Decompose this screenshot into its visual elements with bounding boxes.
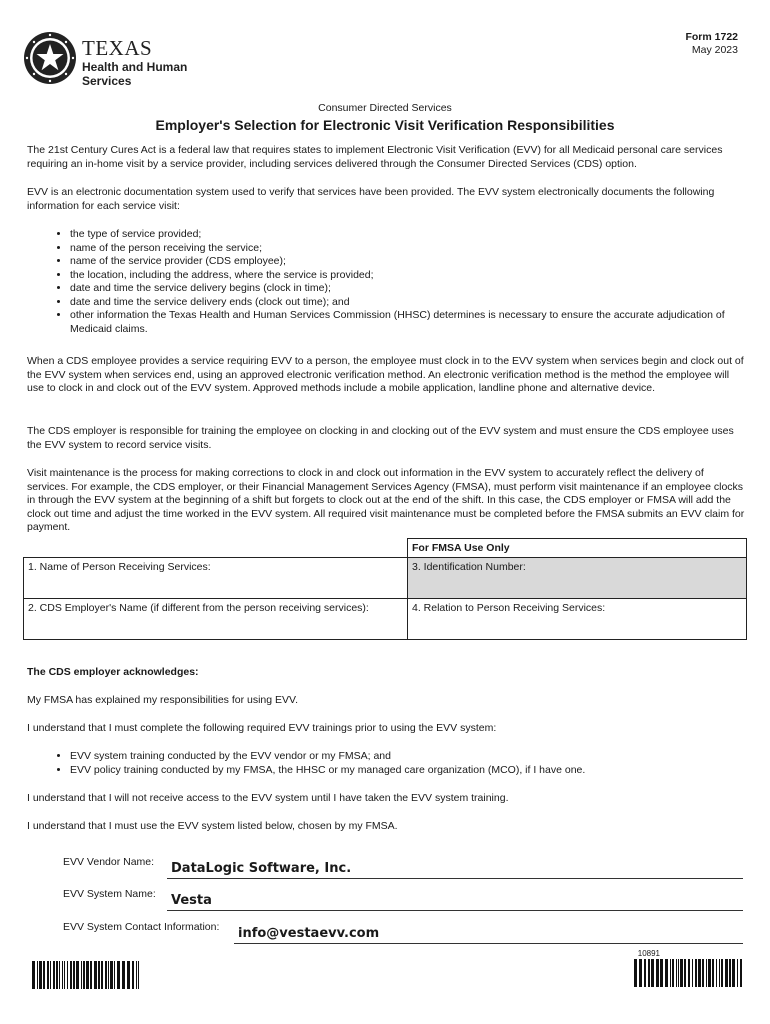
barcode-bar [678, 959, 679, 987]
barcode-bar [47, 961, 49, 989]
barcode-bar [56, 961, 58, 989]
barcode-bar [719, 959, 720, 987]
evv-contact-underline [234, 943, 743, 944]
barcode-bar [43, 961, 45, 989]
intro-paragraph-2: EVV is an electronic documentation system used to verify that services have been provided. The EVV system electronically documents the following information for each service visit: [27, 186, 715, 212]
clock-in-paragraph: When a CDS employee provides a service requiring EVV to a person, the employee must clock in to the EVV system when services begin and clock out of the EVV system when services end, using an approved electronic verification method. An electronic verification method is the method the employee will use to clock in and clock out of the EVV system. Approved methods include a mobile application, landline phone and alternative device. [27, 355, 744, 394]
list-item: • other information the Texas Health and Human Services Commission (HHSC) determines is necessary to ensure the accurate adjudication of Medicaid claims. [70, 309, 760, 336]
barcode-bar [76, 961, 79, 989]
training-list [51, 750, 760, 777]
barcode-bar [729, 959, 731, 987]
texas-seal-logo [22, 30, 78, 91]
barcode-bar [648, 959, 650, 987]
evv-system-underline [167, 910, 743, 911]
barcode-bar [688, 959, 690, 987]
barcode-right [634, 959, 744, 987]
evv-system-value[interactable]: Vesta [171, 893, 212, 908]
barcode-left [32, 961, 142, 989]
barcode-bar [737, 959, 738, 987]
barcode-bar [672, 959, 674, 987]
barcode-bar [37, 961, 38, 989]
barcode-bar [122, 961, 125, 989]
evv-vendor-label: EVV Vendor Name: [63, 856, 155, 868]
barcode-bar [67, 961, 68, 989]
barcode-bar [81, 961, 82, 989]
list-item: • date and time the service delivery ends (clock out time); and [70, 296, 760, 310]
barcode-bar [740, 959, 742, 987]
barcode-bar [83, 961, 85, 989]
field-label: 4. Relation to Person Receiving Services: [412, 602, 606, 614]
barcode-bar [651, 959, 654, 987]
barcode-bar [105, 961, 107, 989]
cds-employer-name-field[interactable] [23, 598, 408, 640]
barcode-bar [64, 961, 65, 989]
evv-info-list [51, 228, 760, 336]
barcode-bar [721, 959, 723, 987]
visit-maintenance-paragraph: Visit maintenance is the process for making corrections to clock in and clock out information in the EVV system to accurately reflect the delivery of services. For example, the CDS employer, or their Financial Management Services Agency (FMSA), must perform visit maintenance if an employee clocks in through the EVV system at the beginning of a shift but forgets to clock out at the end of the shift. In this case, the CDS employer or FMSA will add the clock out time and adjust the time worked in the EVV system. All required visit maintenance must be completed before the FMSA submits an EVV claim for payment. [27, 467, 745, 533]
barcode-bar [73, 961, 75, 989]
barcode-bar [59, 961, 60, 989]
barcode-bar [86, 961, 89, 989]
barcode-bar [716, 959, 717, 987]
barcode-bar [98, 961, 100, 989]
evv-system-label: EVV System Name: [63, 888, 156, 900]
agency-title: TEXAS [82, 36, 153, 60]
barcode-bar [660, 959, 663, 987]
barcode-bar [117, 961, 120, 989]
barcode-bar [127, 961, 130, 989]
barcode-bar [656, 959, 659, 987]
form-code: 10891 [637, 949, 660, 958]
acknowledgement-statement-4: I understand that I must use the EVV system listed below, chosen by my FMSA. [27, 820, 398, 832]
evv-vendor-value[interactable]: DataLogic Software, Inc. [171, 861, 352, 876]
acknowledgement-statement-1: My FMSA has explained my responsibilities for using EVV. [27, 694, 298, 706]
acknowledgement-heading: The CDS employer acknowledges: [27, 666, 199, 678]
form-date: May 2023 [691, 44, 738, 56]
program-name: Consumer Directed Services [318, 102, 452, 114]
form-identifier [685, 31, 738, 57]
evv-contact-value[interactable]: info@vestaevv.com [238, 926, 380, 941]
barcode-bar [706, 959, 707, 987]
barcode-bar [708, 959, 711, 987]
field-label: 3. Identification Number: [412, 561, 526, 573]
form-title: Employer's Selection for Electronic Visit Verification Responsibilities [155, 117, 615, 133]
barcode-bar [136, 961, 137, 989]
evv-vendor-underline [167, 878, 743, 879]
barcode-bar [639, 959, 642, 987]
agency-name [82, 38, 187, 87]
barcode-bar [665, 959, 668, 987]
barcode-bar [692, 959, 693, 987]
person-receiving-services-field[interactable] [23, 557, 408, 599]
list-item: • name of the person receiving the service; [70, 242, 760, 256]
barcode-bar [39, 961, 42, 989]
barcode-bar [684, 959, 686, 987]
barcode-bar [108, 961, 109, 989]
barcode-bar [90, 961, 92, 989]
texas-seal-star-icon [22, 30, 78, 86]
agency-subtitle-line2: Services [82, 74, 132, 88]
barcode-bar [132, 961, 134, 989]
employer-training-paragraph: The CDS employer is responsible for training the employee on clocking in and clocking out of the EVV system and must ensure the CDS employee uses the EVV system to record service visits. [27, 425, 734, 451]
list-item: • the location, including the address, where the service is provided; [70, 269, 760, 283]
intro-paragraph-1: The 21st Century Cures Act is a federal law that requires states to implement Electronic Visit Verification (EVV) for all Medicaid personal care services requiring an in-home visit by a service provider, including services delivered through the Consumer Directed Services (CDS) option. [27, 144, 723, 170]
barcode-bar [101, 961, 103, 989]
list-item: • date and time the service delivery begins (clock in time); [70, 282, 760, 296]
list-item: • the type of service provided; [70, 228, 760, 242]
barcode-bar [712, 959, 714, 987]
barcode-bar [138, 961, 139, 989]
barcode-bar [676, 959, 677, 987]
relation-to-person-field[interactable] [407, 598, 747, 640]
barcode-bar [62, 961, 63, 989]
barcode-bar [70, 961, 72, 989]
agency-subtitle-line1: Health and Human [82, 60, 188, 74]
field-label: 2. CDS Employer's Name (if different from the person receiving services): [28, 602, 369, 614]
barcode-bar [644, 959, 646, 987]
list-item: • EVV policy training conducted by my FMSA, the HHSC or my managed care organization (MCO), if I have one. [70, 764, 760, 778]
barcode-bar [114, 961, 115, 989]
field-label: 1. Name of Person Receiving Services: [28, 561, 211, 573]
barcode-bar [110, 961, 113, 989]
barcode-bar [53, 961, 55, 989]
barcode-bar [50, 961, 51, 989]
barcode-bar [680, 959, 683, 987]
acknowledgement-statement-3: I understand that I will not receive access to the EVV system until I have taken the EVV system training. [27, 792, 509, 804]
fmsa-use-only-header: For FMSA Use Only [407, 538, 747, 557]
barcode-bar [32, 961, 35, 989]
acknowledgement-statement-2: I understand that I must complete the following required EVV trainings prior to using the EVV system: [27, 722, 497, 734]
employer-info-table [23, 538, 747, 640]
barcode-bar [670, 959, 671, 987]
barcode-bar [732, 959, 735, 987]
barcode-bar [634, 959, 637, 987]
evv-contact-label: EVV System Contact Information: [63, 921, 220, 933]
barcode-bar [702, 959, 704, 987]
barcode-bar [94, 961, 97, 989]
barcode-bar [695, 959, 697, 987]
barcode-bar [698, 959, 701, 987]
list-item: • name of the service provider (CDS employee); [70, 255, 760, 269]
identification-number-field[interactable] [407, 557, 747, 599]
list-item: • EVV system training conducted by the EVV vendor or my FMSA; and [70, 750, 760, 764]
barcode-bar [725, 959, 728, 987]
form-number: Form 1722 [685, 31, 738, 43]
